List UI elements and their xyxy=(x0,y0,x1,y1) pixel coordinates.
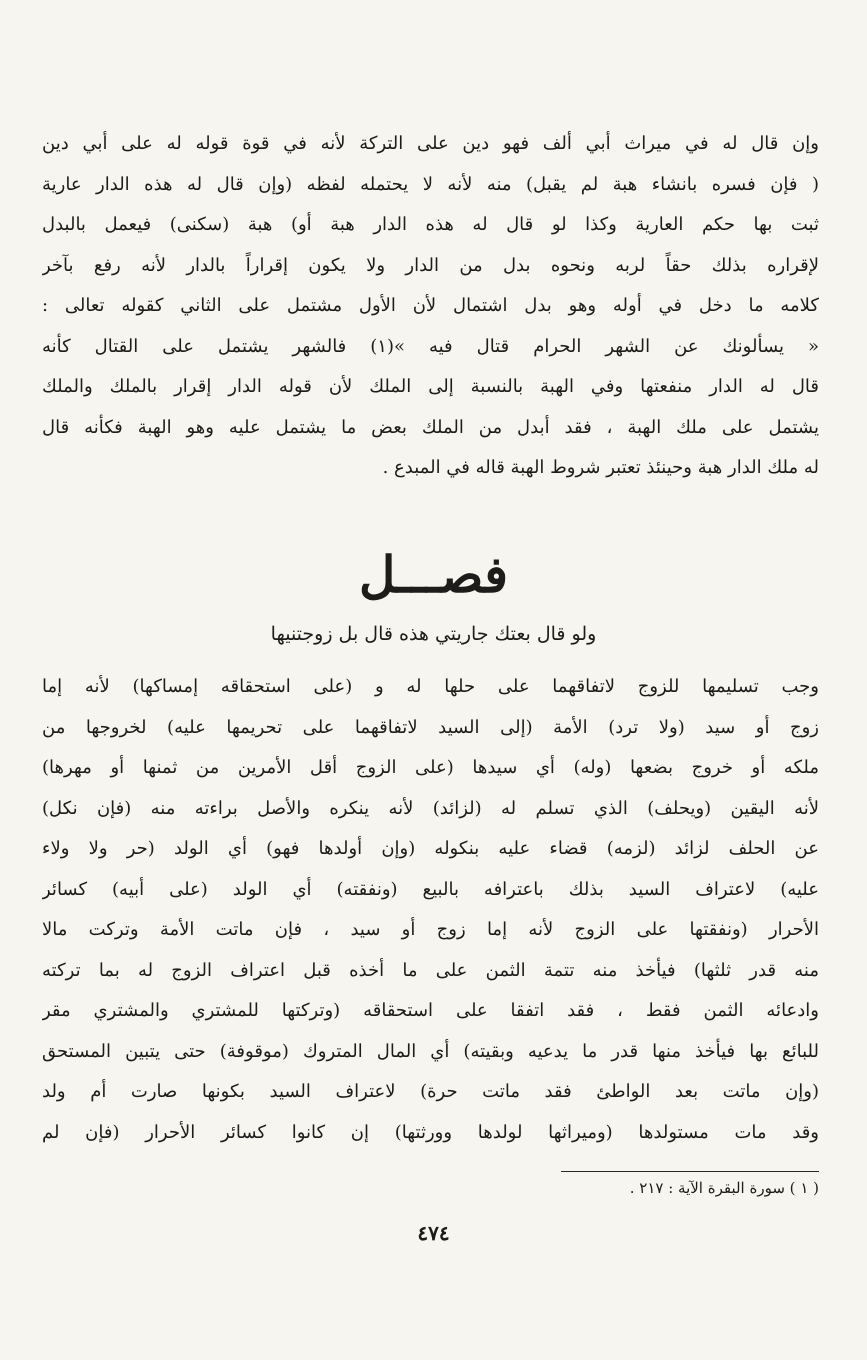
text-line: وإن قال له في ميراث أبي ألف فهو دين على التركة لأنه في قوة قوله له على أبي دين xyxy=(42,133,819,154)
text-line: ملكه أو خروج بضعها (وله) أي سيدها (على الزوج أقل الأمرين من ثمنها أو مهرها) xyxy=(42,757,819,778)
text-line: لإقراره بذلك حقاً لربه ونحوه بدل من الدار ولا يكون إقراراً بالدار لأنه رفع بآخر xyxy=(42,254,819,276)
text-line: (وإن ماتت بعد الواطئ فقد ماتت حرة) لاعتراف السيد بكونها صارت أم ولد xyxy=(42,1081,819,1102)
footnote: ( ١ ) سورة البقرة الآية : ٢١٧ . xyxy=(629,1179,819,1197)
paragraph-bottom xyxy=(42,667,819,1153)
text-line: لأنه اليقين (ويحلف) الذي تسلم له (لزائد) لأنه ينكره والأصل براءته منه (فإن نكل) xyxy=(42,797,819,819)
text-line: له ملك الدار هبة وحينئذ تعتبر شروط الهبة قاله في المبدع . xyxy=(382,457,819,478)
quran-verse-line: « يسألونك عن الشهر الحرام قتال فيه »(١) فالشهر يشتمل على القتال كأنه xyxy=(42,335,819,357)
page-number: ٤٧٤ xyxy=(417,1221,450,1245)
text-line: زوج أو سيد (ولا ترد) الأمة (إلى السيد لاتفاقهما على تحريمها عليه) لخروجها من xyxy=(42,716,819,738)
section-heading: فصـــل xyxy=(358,545,509,604)
text-line: وجب تسليمها للزوج لاتفاقهما على حلها له و (على استحقاقه إمساكها) لأنه إما xyxy=(42,676,819,697)
text-line: منه قدر ثلثها) فيأخذ منه تتمة الثمن على ما أخذه قبل اعتراف الزوج له بما تركته xyxy=(42,959,819,981)
text-line: كلامه ما دخل في أوله وهو بدل اشتمال لأن الأول مشتمل على الثاني كقوله تعالى : xyxy=(42,295,819,316)
text-line: وادعائه الثمن فقط ، فقد اتفقا على استحقاقه (وتركتها للمشتري والمشتري مقر xyxy=(42,1000,819,1021)
text-line: عن الحلف لزائد (لزمه) قضاء عليه بنكوله (وإن أولدها فهو) أي الولد (حر ولا ولاء xyxy=(42,838,819,859)
text-line: يشتمل على ملك الهبة ، فقد أبدل من الملك بعض ما يشتمل عليه وهو الهبة فكأنه قال xyxy=(42,416,819,438)
text-line: قال له الدار منفعتها وفي الهبة بالنسبة إلى الملك لأن قوله الدار إقرار بالملك والملك xyxy=(42,376,819,397)
text-line: عليه) لاعتراف السيد بذلك باعترافه بالبيع (ونفقته) أي الولد (على أبيه) كسائر xyxy=(42,878,819,900)
footnote-divider xyxy=(561,1171,819,1172)
text-line: وقد مات مستولدها (وميراثها لولدها وورثتها) إن كانوا كسائر الأحرار (فإن لم xyxy=(42,1121,819,1143)
text-line: للبائع بها فيأخذ منها قدر ما يدعيه وبقيته) أي المال المتروك (موقوفة) حتى يتبين المستحق xyxy=(42,1040,819,1062)
text-line: الأحرار (ونفقتها على الزوج لأنه إما زوج أو سيد ، فإن ماتت الأمة وتركت مالا xyxy=(42,919,819,940)
section-subheading: ولو قال بعتك جاريتي هذه قال بل زوجتنيها xyxy=(270,623,597,645)
text-line: ثبت بها حكم العارية وكذا لو قال له هذه الدار هبة أو) هبة (سكنى) فيعمل بالبدل xyxy=(42,214,819,235)
text-line: ( فإن فسره بانشاء هبة لم يقبل) منه لأنه لا يحتمله لفظه (وإن قال له هذه الدار عارية xyxy=(42,173,819,195)
paragraph-top xyxy=(42,124,819,489)
